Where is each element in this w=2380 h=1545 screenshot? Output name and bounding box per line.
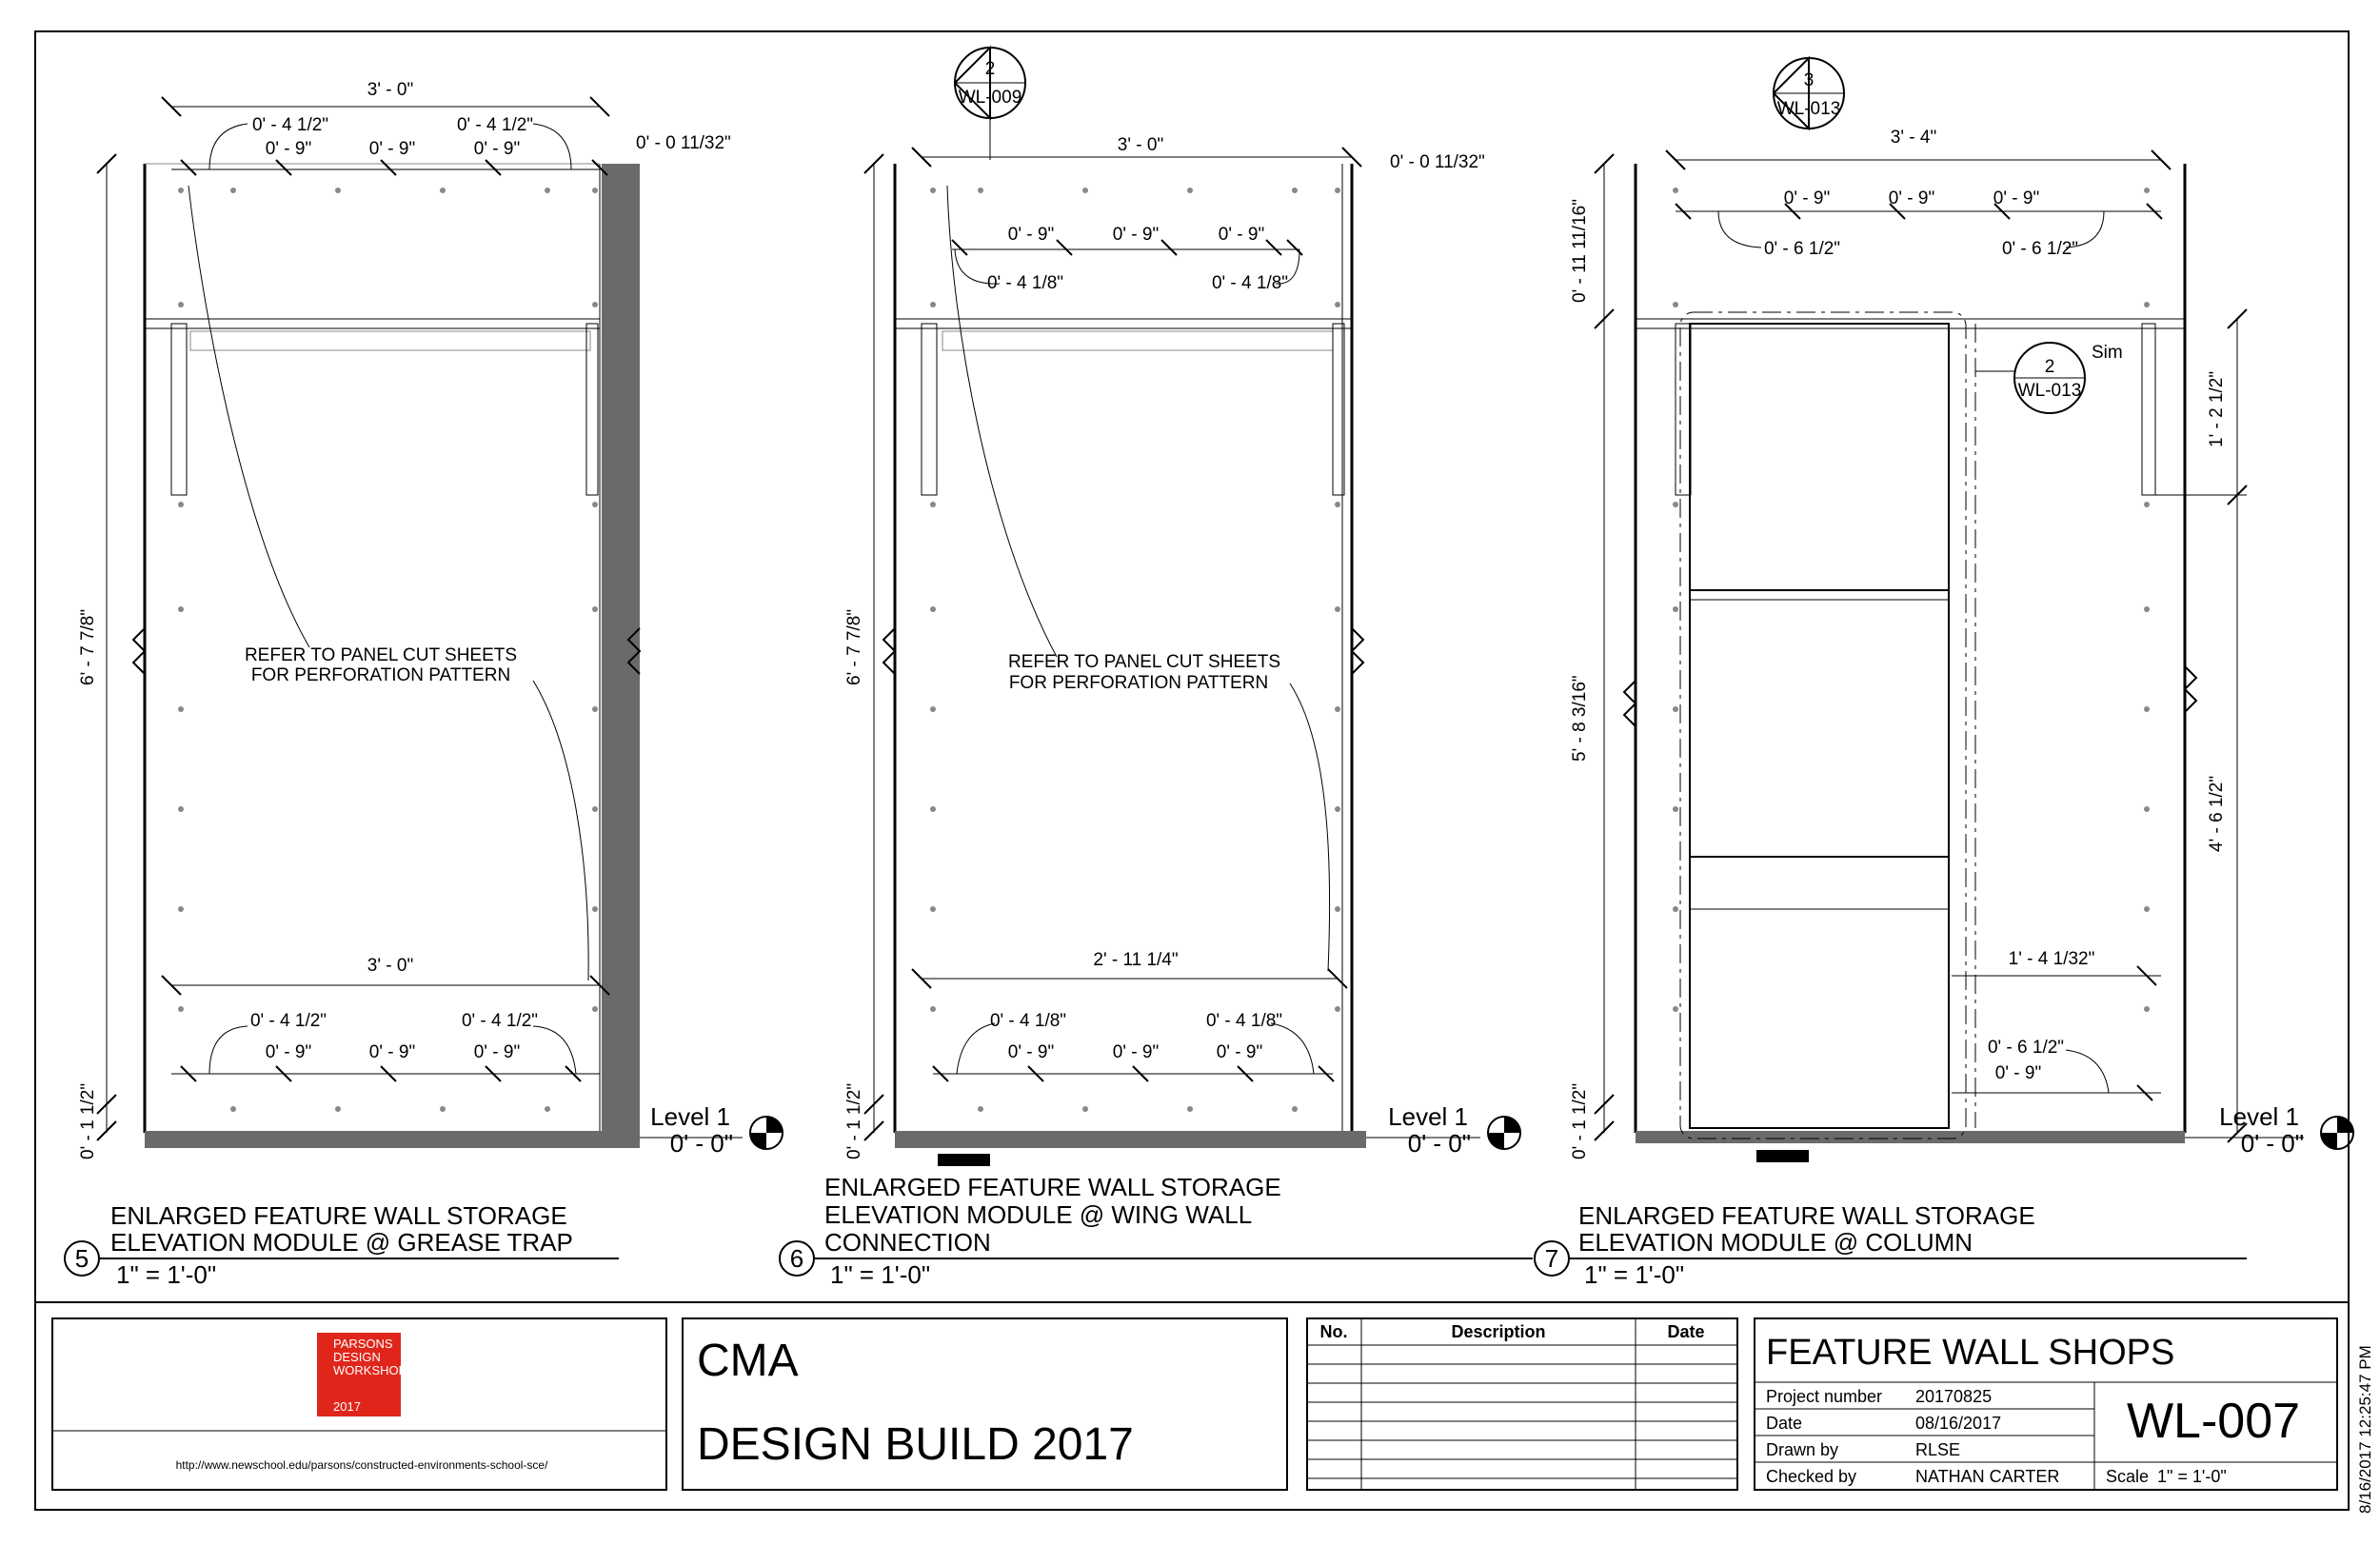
checked-by-value: NATHAN CARTER: [1915, 1467, 2060, 1486]
section-tag-number: 2: [984, 59, 996, 79]
view-title-line-2: ELEVATION MODULE @ WING WALL: [824, 1200, 1253, 1229]
dim-bottom-left-half: 0' - 4 1/2": [249, 1011, 327, 1031]
level-name: Level 1: [1388, 1102, 1468, 1131]
dim-bottom-spacing: 0' - 9": [473, 1042, 521, 1062]
view-title-line-1: ENLARGED FEATURE WALL STORAGE: [1578, 1201, 2035, 1230]
dim-base: 0' - 1 1/2": [78, 1082, 98, 1159]
date-label: Date: [1766, 1414, 1803, 1433]
date-value: 08/16/2017: [1915, 1414, 2002, 1433]
floor-slab: [145, 1131, 640, 1148]
dim-top-overall: 3' - 0": [367, 80, 414, 100]
dim-top-right-half: 0' - 6 1/2": [2001, 239, 2079, 259]
grease-trap-wall-fill: [602, 164, 640, 1131]
section-tag-sheet: WL-013: [1776, 99, 1841, 119]
detail-tag-sheet: WL-013: [2017, 381, 2082, 401]
dim-bottom-spacing: 0' - 9": [1994, 1063, 2042, 1083]
dim-top-overall: 3' - 0": [1117, 135, 1164, 155]
dim-bottom-spacing: 0' - 9": [368, 1042, 416, 1062]
dim-top-left-half: 0' - 6 1/2": [1763, 239, 1841, 259]
dim-bottom-spacing: 0' - 9": [1112, 1042, 1160, 1062]
detail-tag-number: 2: [2044, 357, 2055, 377]
dim-bottom-spacing: 0' - 9": [1007, 1042, 1055, 1062]
dim-offset: 0' - 0 11/32": [636, 133, 731, 153]
revisions-header-no: No.: [1319, 1322, 1348, 1341]
dim-bottom-spacing: 0' - 9": [1216, 1042, 1263, 1062]
checked-by-label: Checked by: [1766, 1467, 1857, 1486]
drawn-by-value: RLSE: [1915, 1440, 1961, 1459]
dim-bottom-left-half: 0' - 4 1/8": [989, 1011, 1067, 1031]
view-5-elevation: [65, 97, 783, 1276]
dim-bottom-right-half: 0' - 4 1/8": [1205, 1011, 1283, 1031]
print-timestamp: 8/16/2017 12:25:47 PM: [2356, 1345, 2374, 1514]
dim-top-spacing: 0' - 9": [1007, 225, 1055, 245]
scale-value: 1" = 1'-0": [2157, 1467, 2227, 1486]
dim-bottom-overall: 3' - 0": [367, 956, 414, 976]
dim-top-overall: 3' - 4": [1890, 128, 1937, 148]
level-name: Level 1: [650, 1102, 730, 1131]
dim-top-left-half: 0' - 4 1/2": [251, 115, 329, 135]
note-line-1: REFER TO PANEL CUT SHEETS: [244, 645, 518, 665]
dim-top-spacing: 0' - 9": [1218, 225, 1265, 245]
dim-bottom-overall: 2' - 11 1/4": [1093, 950, 1179, 970]
view-title-line-1: ENLARGED FEATURE WALL STORAGE: [110, 1201, 567, 1230]
dim-base: 0' - 1 1/2": [844, 1082, 864, 1159]
logo-line-1: PARSONS: [333, 1337, 393, 1351]
hanging-rail: [895, 319, 1352, 328]
dim-rod-height: 1' - 2 1/2": [2207, 370, 2227, 447]
hanging-rail: [145, 319, 600, 328]
dim-bottom-right-half: 0' - 4 1/2": [461, 1011, 539, 1031]
website-url: http://www.newschool.edu/parsons/constructed-environments-school-sce/: [175, 1458, 548, 1472]
view-title-line-2: ELEVATION MODULE @ GREASE TRAP: [110, 1228, 573, 1257]
revisions-table: [1307, 1318, 1737, 1490]
view-title-line-1: ENLARGED FEATURE WALL STORAGE: [824, 1173, 1281, 1201]
dim-right-height: 4' - 6 1/2": [2207, 775, 2227, 852]
dim-bottom-overall: 1' - 4 1/32": [2008, 949, 2095, 969]
dim-height: 6' - 7 7/8": [78, 608, 98, 685]
dim-top-spacing: 0' - 9": [1112, 225, 1160, 245]
dim-top-left-half: 0' - 4 1/8": [986, 273, 1064, 293]
project-number: 20170825: [1915, 1387, 1993, 1406]
dim-top-spacing: 0' - 9": [265, 139, 312, 159]
dim-top-spacing: 0' - 9": [1783, 188, 1831, 208]
view-title-line-2: ELEVATION MODULE @ COLUMN: [1578, 1228, 1973, 1257]
dim-height: 6' - 7 7/8": [844, 608, 864, 685]
dim-top-spacing: 0' - 9": [1993, 188, 2040, 208]
logo-line-2: DESIGN: [333, 1350, 381, 1364]
dim-top-right-half: 0' - 4 1/8": [1211, 273, 1289, 293]
logo-line-4: 2017: [333, 1399, 361, 1414]
section-tag-sheet: WL-009: [958, 88, 1022, 108]
detail-tag-note: Sim: [2092, 343, 2123, 363]
note-line-1: REFER TO PANEL CUT SHEETS: [1007, 652, 1281, 672]
floor-slab: [1636, 1131, 2185, 1143]
view-scale: 1" = 1'-0": [1584, 1260, 1685, 1289]
view-number: 5: [74, 1244, 89, 1273]
dim-height: 5' - 8 3/16": [1570, 675, 1590, 762]
view-scale: 1" = 1'-0": [116, 1260, 217, 1289]
dim-bottom-spacing: 0' - 9": [265, 1042, 312, 1062]
level-name: Level 1: [2219, 1102, 2299, 1131]
view-scale: 1" = 1'-0": [830, 1260, 931, 1289]
scale-label: Scale: [2106, 1467, 2150, 1486]
project-number-label: Project number: [1766, 1387, 1883, 1406]
column-cabinet: [1680, 312, 1966, 1139]
dim-base: 0' - 1 1/2": [1570, 1082, 1590, 1159]
note-line-2: FOR PERFORATION PATTERN: [1008, 673, 1269, 693]
revisions-header-description: Description: [1451, 1322, 1546, 1341]
revisions-header-date: Date: [1667, 1322, 1705, 1341]
floor-slab: [895, 1131, 1366, 1148]
project-name: DESIGN BUILD 2017: [697, 1419, 1134, 1470]
logo-line-3: WORKSHOP: [333, 1363, 407, 1377]
level-value: 0' - 0": [2240, 1129, 2304, 1158]
dim-top-spacing: 0' - 9": [368, 139, 416, 159]
dim-top-spacing: 0' - 9": [473, 139, 521, 159]
view-7-elevation: [1535, 58, 2353, 1276]
sheet-title: FEATURE WALL SHOPS: [1766, 1333, 2175, 1373]
dim-bottom-half: 0' - 6 1/2": [1987, 1038, 2065, 1058]
dim-upper-height: 0' - 11 11/16": [1570, 199, 1590, 303]
level-value: 0' - 0": [1407, 1129, 1471, 1158]
dim-offset: 0' - 0 11/32": [1390, 152, 1485, 172]
dim-top-right-half: 0' - 4 1/2": [456, 115, 534, 135]
view-number: 7: [1544, 1244, 1559, 1273]
section-tag-number: 3: [1803, 70, 1815, 90]
view-number: 6: [789, 1244, 804, 1273]
sheet-number: WL-007: [2126, 1394, 2301, 1449]
drawn-by-label: Drawn by: [1766, 1440, 1839, 1459]
dim-top-spacing: 0' - 9": [1888, 188, 1935, 208]
level-value: 0' - 0": [669, 1129, 733, 1158]
client-name: CMA: [697, 1336, 799, 1386]
view-title-line-3: CONNECTION: [824, 1228, 991, 1257]
note-line-2: FOR PERFORATION PATTERN: [250, 665, 511, 685]
